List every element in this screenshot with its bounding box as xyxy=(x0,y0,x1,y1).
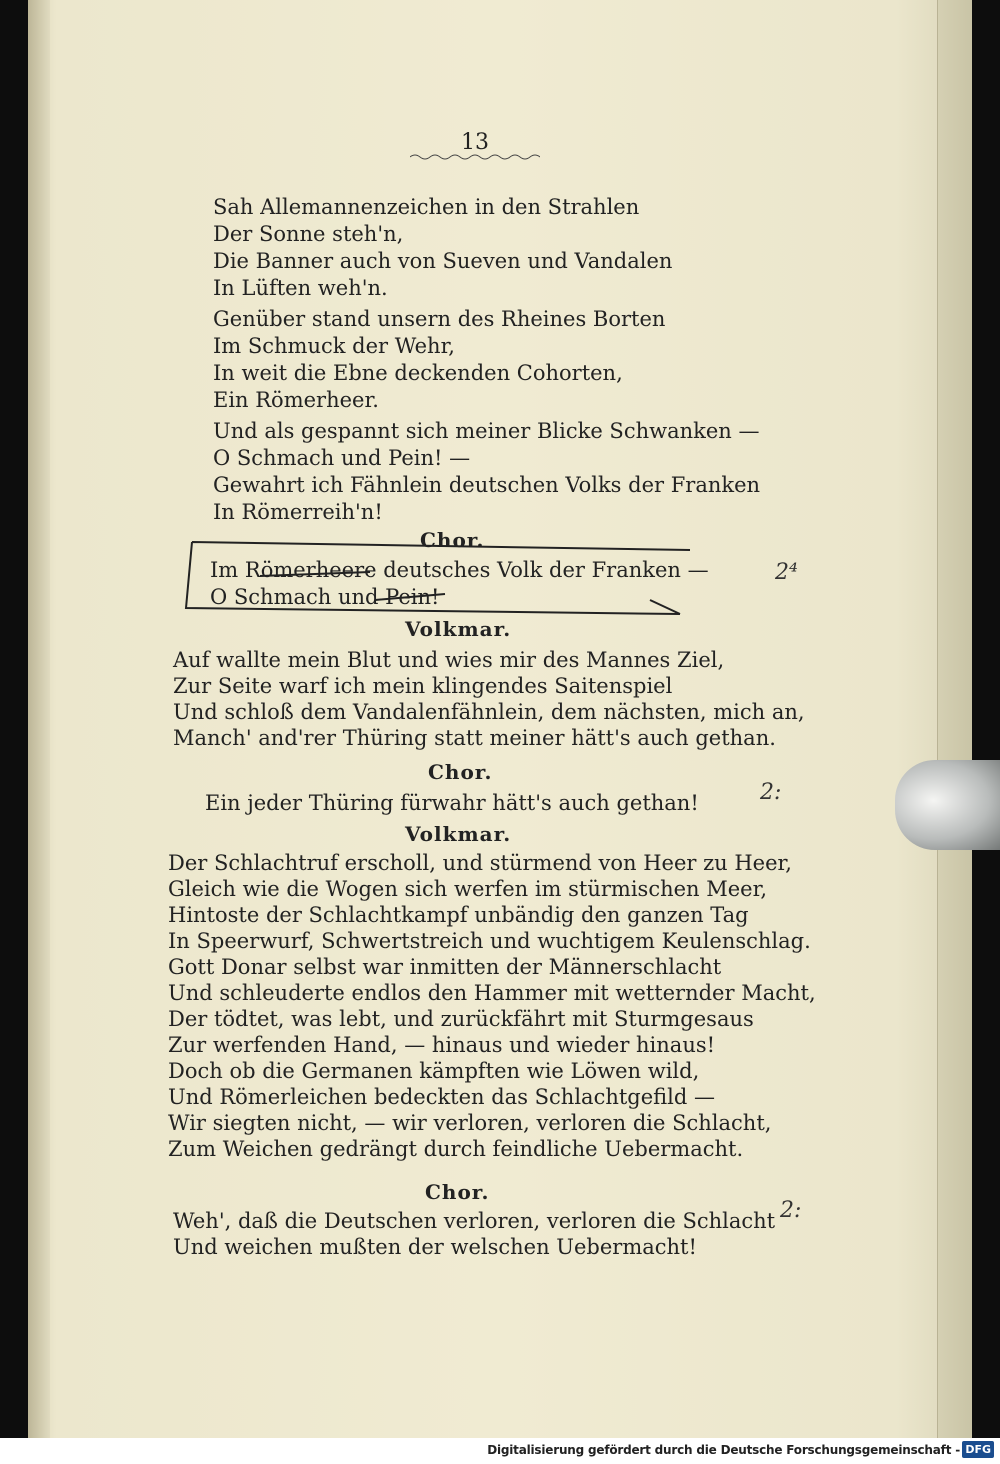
verse-line: In Speerwurf, Schwertstreich und wuchtigem Keulenschlag. xyxy=(168,929,811,953)
speaker-heading: Chor. xyxy=(425,1180,490,1204)
strike-box xyxy=(180,536,700,616)
page-edge xyxy=(937,0,972,1438)
verse-line: Und als gespannt sich meiner Blicke Schwanken — xyxy=(213,419,760,443)
verse-line: Gewahrt ich Fähnlein deutschen Volks der Franken xyxy=(213,473,761,497)
verse-line: Zum Weichen gedrängt durch feindliche Uebermacht. xyxy=(168,1137,744,1161)
speaker-heading: Chor. xyxy=(420,528,485,552)
margin-mark: 2: xyxy=(760,780,782,805)
verse-line: Hintoste der Schlachtkampf unbändig den ganzen Tag xyxy=(168,903,749,927)
verse-line: Und schleuderte endlos den Hammer mit wetternder Macht, xyxy=(168,981,816,1005)
verse-line: Der Sonne steh'n, xyxy=(213,222,404,246)
verse-line: Sah Allemannenzeichen in den Strahlen xyxy=(213,195,640,219)
verse-line: Die Banner auch von Sueven und Vandalen xyxy=(213,249,673,273)
verse-line: Zur Seite warf ich mein klingendes Saitenspiel xyxy=(173,674,673,698)
margin-mark: 2: xyxy=(780,1198,802,1223)
verse-line: O Schmach und Pein! — xyxy=(213,446,471,470)
verse-line: Der Schlachtruf erscholl, und stürmend von Heer zu Heer, xyxy=(168,851,792,875)
verse-line: In weit die Ebne deckenden Cohorten, xyxy=(213,361,623,385)
margin-mark: 2⁴ xyxy=(775,560,798,585)
digitization-footer xyxy=(0,1438,1000,1464)
verse-line: O Schmach und Pein! xyxy=(210,585,440,609)
verse-line: Wir siegten nicht, — wir verloren, verloren die Schlacht, xyxy=(168,1111,772,1135)
speaker-heading: Chor. xyxy=(428,760,493,784)
verse-line: Und weichen mußten der welschen Uebermacht! xyxy=(173,1235,697,1259)
verse-line: Weh', daß die Deutschen verloren, verloren die Schlacht xyxy=(173,1209,776,1233)
verse-line: In Römerreih'n! xyxy=(213,500,383,524)
verse-line: Und Römerleichen bedeckten das Schlachtgefild — xyxy=(168,1085,716,1109)
verse-line: Manch' and'rer Thüring statt meiner hätt's auch gethan. xyxy=(173,726,776,750)
verse-line: Im Schmuck der Wehr, xyxy=(213,334,455,358)
verse-line: Gleich wie die Wogen sich werfen im stürmischen Meer, xyxy=(168,877,767,901)
verse-line: Ein Römerheer. xyxy=(213,388,379,412)
verse-line: Auf wallte mein Blut und wies mir des Mannes Ziel, xyxy=(173,648,725,672)
verse-line: Genüber stand unsern des Rheines Borten xyxy=(213,307,666,331)
verse-line: Doch ob die Germanen kämpften wie Löwen wild, xyxy=(168,1059,700,1083)
verse-line: Zur werfenden Hand, — hinaus und wieder hinaus! xyxy=(168,1033,716,1057)
verse-line: Und schloß dem Vandalenfähnlein, dem nächsten, mich an, xyxy=(173,700,805,724)
speaker-heading: Volkmar. xyxy=(405,822,512,846)
footer-text: Digitalisierung gefördert durch die Deutsche Forschungsgemeinschaft - xyxy=(487,1443,960,1457)
verse-line: Im Römerheere deutsches Volk der Franken — xyxy=(210,558,709,582)
verse-line: Der tödtet, was lebt, und zurückfährt mit Sturmgesaus xyxy=(168,1007,754,1031)
speaker-heading: Volkmar. xyxy=(405,617,512,641)
page-gutter xyxy=(28,0,50,1438)
paper-clip xyxy=(895,760,1000,850)
page-number: 13 xyxy=(461,130,489,155)
ornament-wave xyxy=(410,153,540,161)
verse-line: Gott Donar selbst war inmitten der Männerschlacht xyxy=(168,955,722,979)
dfg-logo: DFG xyxy=(962,1441,994,1458)
verse-line: In Lüften weh'n. xyxy=(213,276,388,300)
verse-line: Ein jeder Thüring fürwahr hätt's auch gethan! xyxy=(205,791,699,815)
